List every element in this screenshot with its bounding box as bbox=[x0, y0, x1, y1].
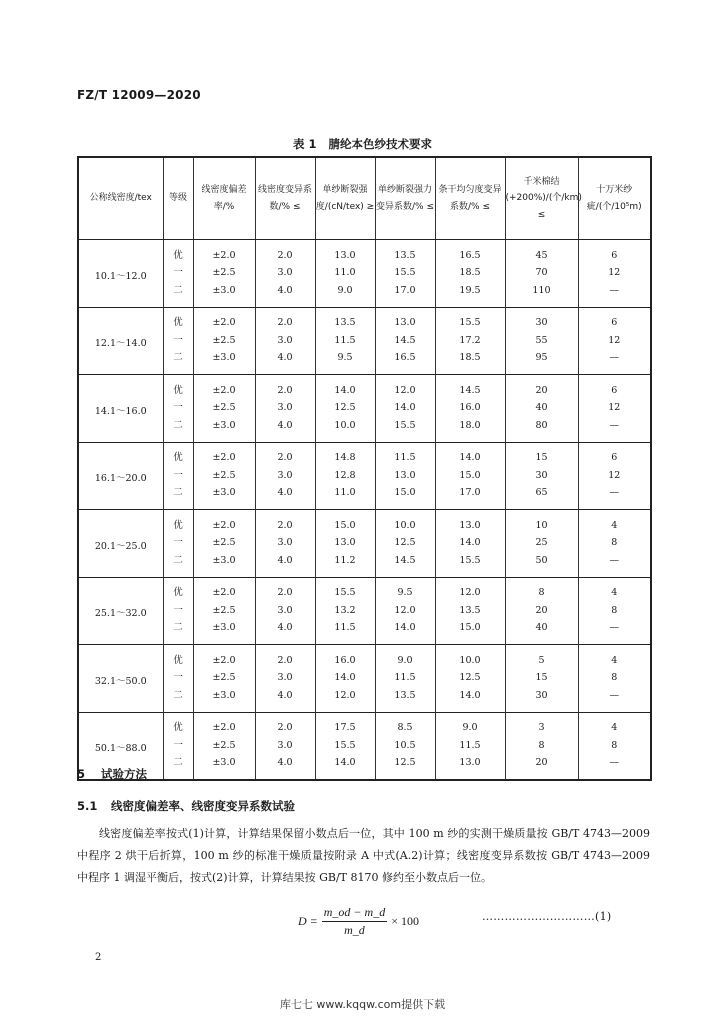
value-cell-neps: 40 bbox=[505, 400, 578, 418]
value-cell-strength: 13.2 bbox=[315, 602, 375, 620]
value-cell-evenness: 18.0 bbox=[435, 417, 505, 442]
value-cell-dev: ±2.0 bbox=[193, 510, 255, 535]
grade-cell: 优 bbox=[163, 577, 193, 602]
value-cell-strength: 11.5 bbox=[315, 620, 375, 645]
body-paragraph: 线密度偏差率按式(1)计算，计算结果保留小数点后一位，其中 100 m 纱的实测干燥质量按 GB/T 4743—2009 中程序 2 烘干后折算，100 m 纱的标准干燥质量按附录 A 中式(A.2)计算；线密度变异系数按 GB/T 4743—2009 中程序 1 调湿平衡后，按式(2)计算，计算结果按 GB/T 8170 修约至小数点后一位。 bbox=[77, 827, 650, 884]
value-cell-evenness: 15.0 bbox=[435, 620, 505, 645]
value-cell-dev: ±3.0 bbox=[193, 417, 255, 442]
density-group bbox=[78, 442, 651, 510]
table-row bbox=[78, 282, 651, 307]
value-cell-cv: 3.0 bbox=[255, 400, 315, 418]
grade-cell: 一 bbox=[163, 467, 193, 485]
column-header: 线密度变异系数/% ≤ bbox=[255, 157, 315, 240]
value-cell-faults: 12 bbox=[578, 265, 651, 283]
value-cell-evenness: 16.5 bbox=[435, 240, 505, 265]
formula-numerator: m_od − m_d bbox=[322, 905, 387, 922]
value-cell-evenness: 13.0 bbox=[435, 755, 505, 781]
table-row bbox=[78, 240, 651, 265]
grade-cell: 优 bbox=[163, 375, 193, 400]
table-row bbox=[78, 755, 651, 781]
grade-cell: 优 bbox=[163, 645, 193, 670]
grade-cell: 一 bbox=[163, 670, 193, 688]
value-cell-cv: 2.0 bbox=[255, 240, 315, 265]
value-cell-neps: 50 bbox=[505, 552, 578, 577]
value-cell-strength-cv: 13.0 bbox=[375, 307, 435, 332]
value-cell-dev: ±2.0 bbox=[193, 375, 255, 400]
value-cell-evenness: 15.5 bbox=[435, 307, 505, 332]
value-cell-evenness: 18.5 bbox=[435, 265, 505, 283]
value-cell-strength: 15.5 bbox=[315, 737, 375, 755]
value-cell-faults: 8 bbox=[578, 535, 651, 553]
nominal-density-cell: 50.1～88.0 bbox=[78, 712, 163, 780]
table-row bbox=[78, 645, 651, 670]
table-row bbox=[78, 670, 651, 688]
value-cell-faults: 12 bbox=[578, 400, 651, 418]
grade-cell: 二 bbox=[163, 350, 193, 375]
value-cell-evenness: 12.0 bbox=[435, 577, 505, 602]
column-header: 千米棉结(+200%)/(个/km) ≤ bbox=[505, 157, 578, 240]
value-cell-strength-cv: 14.5 bbox=[375, 552, 435, 577]
value-cell-cv: 4.0 bbox=[255, 417, 315, 442]
section-number: 5 bbox=[77, 767, 86, 781]
value-cell-strength: 13.5 bbox=[315, 307, 375, 332]
value-cell-faults: 8 bbox=[578, 602, 651, 620]
value-cell-neps: 20 bbox=[505, 602, 578, 620]
value-cell-strength: 14.0 bbox=[315, 670, 375, 688]
value-cell-neps: 70 bbox=[505, 265, 578, 283]
value-cell-cv: 4.0 bbox=[255, 485, 315, 510]
value-cell-cv: 2.0 bbox=[255, 307, 315, 332]
standard-code: FZ/T 12009—2020 bbox=[77, 88, 201, 102]
value-cell-dev: ±3.0 bbox=[193, 755, 255, 781]
formula-number: …………………………(1) bbox=[482, 910, 612, 923]
value-cell-strength: 9.5 bbox=[315, 350, 375, 375]
value-cell-strength-cv: 14.0 bbox=[375, 400, 435, 418]
table-title bbox=[0, 136, 725, 152]
value-cell-evenness: 16.0 bbox=[435, 400, 505, 418]
value-cell-dev: ±2.5 bbox=[193, 602, 255, 620]
value-cell-dev: ±2.5 bbox=[193, 265, 255, 283]
value-cell-neps: 15 bbox=[505, 670, 578, 688]
value-cell-strength: 14.8 bbox=[315, 442, 375, 467]
value-cell-cv: 2.0 bbox=[255, 712, 315, 737]
value-cell-neps: 55 bbox=[505, 332, 578, 350]
value-cell-dev: ±2.0 bbox=[193, 645, 255, 670]
value-cell-dev: ±2.5 bbox=[193, 467, 255, 485]
value-cell-strength: 9.0 bbox=[315, 282, 375, 307]
value-cell-neps: 65 bbox=[505, 485, 578, 510]
value-cell-cv: 2.0 bbox=[255, 645, 315, 670]
value-cell-strength: 17.5 bbox=[315, 712, 375, 737]
value-cell-strength-cv: 11.5 bbox=[375, 442, 435, 467]
nominal-density-cell: 32.1～50.0 bbox=[78, 645, 163, 713]
value-cell-strength: 15.5 bbox=[315, 577, 375, 602]
density-group bbox=[78, 307, 651, 375]
value-cell-faults: 6 bbox=[578, 240, 651, 265]
value-cell-neps: 80 bbox=[505, 417, 578, 442]
grade-cell: 一 bbox=[163, 332, 193, 350]
table-row bbox=[78, 467, 651, 485]
value-cell-faults: — bbox=[578, 620, 651, 645]
value-cell-dev: ±3.0 bbox=[193, 552, 255, 577]
value-cell-strength-cv: 13.5 bbox=[375, 240, 435, 265]
value-cell-evenness: 17.0 bbox=[435, 485, 505, 510]
table-row bbox=[78, 332, 651, 350]
grade-cell: 优 bbox=[163, 307, 193, 332]
table-row bbox=[78, 265, 651, 283]
value-cell-faults: 4 bbox=[578, 577, 651, 602]
section-number: 5.1 bbox=[77, 799, 98, 813]
nominal-density-cell: 20.1～25.0 bbox=[78, 510, 163, 578]
value-cell-cv: 3.0 bbox=[255, 602, 315, 620]
section-title: 试验方法 bbox=[101, 767, 148, 781]
value-cell-faults: 8 bbox=[578, 670, 651, 688]
table-row bbox=[78, 687, 651, 712]
formula-fraction bbox=[322, 905, 387, 938]
table-caption: 腈纶本色纱技术要求 bbox=[328, 137, 432, 151]
table-row bbox=[78, 620, 651, 645]
value-cell-cv: 2.0 bbox=[255, 510, 315, 535]
value-cell-evenness: 14.0 bbox=[435, 442, 505, 467]
table-row bbox=[78, 602, 651, 620]
value-cell-evenness: 14.0 bbox=[435, 687, 505, 712]
value-cell-cv: 4.0 bbox=[255, 755, 315, 781]
value-cell-strength-cv: 12.0 bbox=[375, 602, 435, 620]
grade-cell: 优 bbox=[163, 712, 193, 737]
value-cell-strength-cv: 13.0 bbox=[375, 467, 435, 485]
value-cell-cv: 4.0 bbox=[255, 552, 315, 577]
value-cell-neps: 8 bbox=[505, 577, 578, 602]
value-cell-strength: 11.2 bbox=[315, 552, 375, 577]
value-cell-faults: — bbox=[578, 350, 651, 375]
table-row bbox=[78, 400, 651, 418]
table-label: 表 1 bbox=[292, 137, 317, 151]
column-header: 单纱断裂强度/(cN/tex) ≥ bbox=[315, 157, 375, 240]
table-row bbox=[78, 712, 651, 737]
grade-cell: 二 bbox=[163, 620, 193, 645]
value-cell-faults: 12 bbox=[578, 332, 651, 350]
formula-denominator: m_d bbox=[344, 923, 365, 937]
value-cell-evenness: 15.5 bbox=[435, 552, 505, 577]
value-cell-strength: 14.0 bbox=[315, 755, 375, 781]
grade-cell: 二 bbox=[163, 552, 193, 577]
value-cell-strength: 11.0 bbox=[315, 265, 375, 283]
value-cell-evenness: 10.0 bbox=[435, 645, 505, 670]
value-cell-cv: 3.0 bbox=[255, 737, 315, 755]
value-cell-strength-cv: 12.5 bbox=[375, 535, 435, 553]
density-group bbox=[78, 240, 651, 308]
value-cell-cv: 2.0 bbox=[255, 577, 315, 602]
value-cell-dev: ±2.5 bbox=[193, 332, 255, 350]
value-cell-strength-cv: 9.5 bbox=[375, 577, 435, 602]
value-cell-faults: 6 bbox=[578, 442, 651, 467]
table-row bbox=[78, 375, 651, 400]
value-cell-faults: 4 bbox=[578, 510, 651, 535]
value-cell-cv: 3.0 bbox=[255, 265, 315, 283]
section-5-heading bbox=[77, 766, 147, 782]
value-cell-faults: — bbox=[578, 552, 651, 577]
value-cell-dev: ±2.0 bbox=[193, 712, 255, 737]
grade-cell: 优 bbox=[163, 240, 193, 265]
value-cell-dev: ±3.0 bbox=[193, 687, 255, 712]
value-cell-neps: 30 bbox=[505, 687, 578, 712]
value-cell-strength-cv: 15.5 bbox=[375, 417, 435, 442]
value-cell-strength-cv: 14.0 bbox=[375, 620, 435, 645]
value-cell-cv: 2.0 bbox=[255, 375, 315, 400]
value-cell-strength: 12.5 bbox=[315, 400, 375, 418]
density-group bbox=[78, 577, 651, 645]
grade-cell: 优 bbox=[163, 442, 193, 467]
value-cell-dev: ±2.5 bbox=[193, 670, 255, 688]
formula-lhs: D = bbox=[298, 914, 318, 928]
grade-cell: 一 bbox=[163, 265, 193, 283]
value-cell-dev: ±3.0 bbox=[193, 485, 255, 510]
value-cell-dev: ±2.0 bbox=[193, 577, 255, 602]
grade-cell: 一 bbox=[163, 535, 193, 553]
value-cell-evenness: 12.5 bbox=[435, 670, 505, 688]
grade-cell: 一 bbox=[163, 737, 193, 755]
value-cell-neps: 5 bbox=[505, 645, 578, 670]
value-cell-cv: 4.0 bbox=[255, 282, 315, 307]
value-cell-strength-cv: 16.5 bbox=[375, 350, 435, 375]
value-cell-evenness: 13.5 bbox=[435, 602, 505, 620]
value-cell-neps: 20 bbox=[505, 755, 578, 781]
value-cell-strength: 11.0 bbox=[315, 485, 375, 510]
grade-cell: 一 bbox=[163, 400, 193, 418]
nominal-density-cell: 25.1～32.0 bbox=[78, 577, 163, 645]
value-cell-cv: 4.0 bbox=[255, 687, 315, 712]
value-cell-strength-cv: 12.5 bbox=[375, 755, 435, 781]
value-cell-faults: 6 bbox=[578, 375, 651, 400]
value-cell-dev: ±3.0 bbox=[193, 620, 255, 645]
value-cell-strength-cv: 10.0 bbox=[375, 510, 435, 535]
table-row bbox=[78, 510, 651, 535]
value-cell-faults: — bbox=[578, 282, 651, 307]
value-cell-strength: 13.0 bbox=[315, 240, 375, 265]
value-cell-strength-cv: 8.5 bbox=[375, 712, 435, 737]
value-cell-evenness: 14.0 bbox=[435, 535, 505, 553]
table-row bbox=[78, 737, 651, 755]
value-cell-neps: 95 bbox=[505, 350, 578, 375]
table-row bbox=[78, 350, 651, 375]
column-header: 条干均匀度变异系数/% ≤ bbox=[435, 157, 505, 240]
value-cell-dev: ±2.0 bbox=[193, 240, 255, 265]
value-cell-strength: 15.0 bbox=[315, 510, 375, 535]
value-cell-faults: — bbox=[578, 485, 651, 510]
table-row bbox=[78, 417, 651, 442]
value-cell-faults: 6 bbox=[578, 307, 651, 332]
value-cell-strength: 10.0 bbox=[315, 417, 375, 442]
nominal-density-cell: 14.1～16.0 bbox=[78, 375, 163, 443]
value-cell-neps: 8 bbox=[505, 737, 578, 755]
value-cell-neps: 20 bbox=[505, 375, 578, 400]
grade-cell: 一 bbox=[163, 602, 193, 620]
grade-cell: 二 bbox=[163, 687, 193, 712]
value-cell-cv: 3.0 bbox=[255, 467, 315, 485]
value-cell-strength-cv: 15.5 bbox=[375, 265, 435, 283]
value-cell-neps: 3 bbox=[505, 712, 578, 737]
value-cell-strength: 13.0 bbox=[315, 535, 375, 553]
value-cell-dev: ±3.0 bbox=[193, 282, 255, 307]
value-cell-neps: 25 bbox=[505, 535, 578, 553]
column-header: 公称线密度/tex bbox=[78, 157, 163, 240]
value-cell-dev: ±3.0 bbox=[193, 350, 255, 375]
value-cell-evenness: 11.5 bbox=[435, 737, 505, 755]
grade-cell: 二 bbox=[163, 417, 193, 442]
value-cell-neps: 30 bbox=[505, 467, 578, 485]
column-header: 十万米纱疵/(个/10⁵m) bbox=[578, 157, 651, 240]
table-row bbox=[78, 442, 651, 467]
value-cell-dev: ±2.0 bbox=[193, 307, 255, 332]
value-cell-dev: ±2.5 bbox=[193, 535, 255, 553]
table-header-row bbox=[78, 157, 651, 240]
value-cell-evenness: 19.5 bbox=[435, 282, 505, 307]
value-cell-evenness: 9.0 bbox=[435, 712, 505, 737]
grade-cell: 二 bbox=[163, 755, 193, 781]
grade-cell: 二 bbox=[163, 282, 193, 307]
value-cell-strength-cv: 12.0 bbox=[375, 375, 435, 400]
value-cell-neps: 15 bbox=[505, 442, 578, 467]
section-title: 线密度偏差率、线密度变异系数试验 bbox=[111, 799, 296, 813]
download-footer: 库七七 www.kqqw.com提供下载 bbox=[279, 998, 446, 1011]
value-cell-strength-cv: 13.5 bbox=[375, 687, 435, 712]
column-header: 单纱断裂强力变异系数/% ≤ bbox=[375, 157, 435, 240]
page-number: 2 bbox=[95, 952, 102, 963]
formula-1 bbox=[298, 905, 419, 938]
value-cell-strength: 11.5 bbox=[315, 332, 375, 350]
value-cell-strength-cv: 11.5 bbox=[375, 670, 435, 688]
value-cell-strength-cv: 14.5 bbox=[375, 332, 435, 350]
value-cell-evenness: 17.2 bbox=[435, 332, 505, 350]
value-cell-neps: 10 bbox=[505, 510, 578, 535]
value-cell-faults: — bbox=[578, 417, 651, 442]
nominal-density-cell: 12.1～14.0 bbox=[78, 307, 163, 375]
table-row bbox=[78, 535, 651, 553]
value-cell-dev: ±2.5 bbox=[193, 737, 255, 755]
nominal-density-cell: 10.1～12.0 bbox=[78, 240, 163, 308]
density-group bbox=[78, 712, 651, 780]
value-cell-faults: 4 bbox=[578, 645, 651, 670]
value-cell-evenness: 14.5 bbox=[435, 375, 505, 400]
formula-rhs: × 100 bbox=[391, 914, 419, 928]
value-cell-neps: 110 bbox=[505, 282, 578, 307]
value-cell-faults: 8 bbox=[578, 737, 651, 755]
table-row bbox=[78, 485, 651, 510]
density-group bbox=[78, 510, 651, 578]
value-cell-cv: 3.0 bbox=[255, 670, 315, 688]
value-cell-faults: — bbox=[578, 755, 651, 781]
density-group bbox=[78, 645, 651, 713]
value-cell-cv: 4.0 bbox=[255, 620, 315, 645]
grade-cell: 优 bbox=[163, 510, 193, 535]
grade-cell: 二 bbox=[163, 485, 193, 510]
value-cell-evenness: 15.0 bbox=[435, 467, 505, 485]
value-cell-strength: 12.0 bbox=[315, 687, 375, 712]
value-cell-strength: 14.0 bbox=[315, 375, 375, 400]
value-cell-cv: 3.0 bbox=[255, 332, 315, 350]
value-cell-cv: 4.0 bbox=[255, 350, 315, 375]
value-cell-neps: 45 bbox=[505, 240, 578, 265]
value-cell-neps: 30 bbox=[505, 307, 578, 332]
column-header: 线密度偏差率/% bbox=[193, 157, 255, 240]
value-cell-cv: 3.0 bbox=[255, 535, 315, 553]
value-cell-strength: 12.8 bbox=[315, 467, 375, 485]
density-group bbox=[78, 375, 651, 443]
column-header: 等级 bbox=[163, 157, 193, 240]
value-cell-faults: — bbox=[578, 687, 651, 712]
spec-table bbox=[77, 156, 652, 781]
value-cell-neps: 40 bbox=[505, 620, 578, 645]
table-row bbox=[78, 307, 651, 332]
value-cell-dev: ±2.5 bbox=[193, 400, 255, 418]
value-cell-strength-cv: 17.0 bbox=[375, 282, 435, 307]
value-cell-cv: 2.0 bbox=[255, 442, 315, 467]
section-5-1-heading bbox=[77, 798, 295, 814]
table-row bbox=[78, 577, 651, 602]
nominal-density-cell: 16.1～20.0 bbox=[78, 442, 163, 510]
value-cell-dev: ±2.0 bbox=[193, 442, 255, 467]
value-cell-strength-cv: 9.0 bbox=[375, 645, 435, 670]
value-cell-faults: 12 bbox=[578, 467, 651, 485]
table-row bbox=[78, 552, 651, 577]
value-cell-strength-cv: 15.0 bbox=[375, 485, 435, 510]
value-cell-strength: 16.0 bbox=[315, 645, 375, 670]
value-cell-strength-cv: 10.5 bbox=[375, 737, 435, 755]
value-cell-evenness: 18.5 bbox=[435, 350, 505, 375]
value-cell-evenness: 13.0 bbox=[435, 510, 505, 535]
value-cell-faults: 4 bbox=[578, 712, 651, 737]
